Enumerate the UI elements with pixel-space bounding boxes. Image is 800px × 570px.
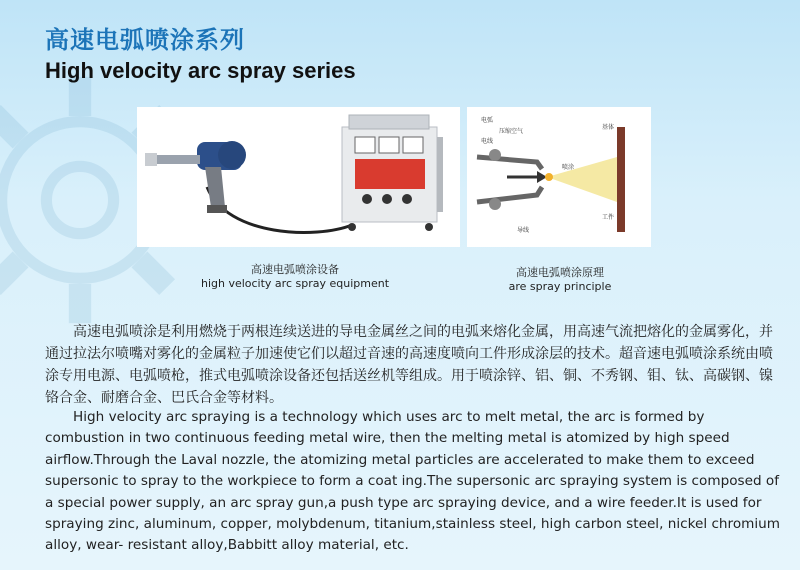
diagram-label-base: 基体 — [602, 124, 615, 131]
description-chinese — [45, 321, 780, 409]
principle-caption-en: are spray principle — [508, 280, 612, 293]
equipment-caption-en: high velocity arc spray equipment — [200, 277, 390, 290]
diagram-label-arc: 电弧 — [481, 117, 494, 124]
diagram-label-compressed-air: 压缩空气 — [499, 128, 524, 135]
principle-caption — [480, 266, 640, 294]
equipment-illustration — [137, 107, 460, 247]
equipment-caption-cn: 高速电弧喷涂设备 — [251, 263, 339, 276]
description-english — [45, 407, 785, 557]
spray-principle-diagram — [467, 107, 651, 247]
diagram-label-spray: 喷涂 — [562, 164, 575, 171]
power-supply-cabinet-icon — [342, 115, 443, 231]
spray-gun-icon — [145, 141, 246, 213]
principle-caption-cn: 高速电弧喷涂原理 — [516, 266, 604, 279]
page-title-chinese: 高速电弧喷涂系列 — [45, 26, 245, 54]
equipment-photo — [137, 107, 460, 247]
description-chinese-text: 高速电弧喷涂是利用燃烧于两根连续送进的导电金属丝之间的电弧来熔化金属，用高速气流把熔化的金属雾化，并通过拉法尔喷嘴对雾化的金属粒子加速使它们以超过音速的高速度喷向工件形成涂层的技术。超音速电弧喷涂系统由喷涂专用电源、电弧喷枪，推式电弧喷涂设备还包括送丝机等组成。用于喷涂锌、铝、铜、不秀钢、钼、钛、高碳钢、镍铬合金、耐磨合金、巴氏合金等材料。 — [45, 324, 773, 406]
diagram-label-workpiece: 工件 — [602, 214, 615, 221]
diagram-label-wire: 电线 — [481, 138, 494, 145]
principle-illustration — [467, 107, 651, 247]
diagram-label-lead: 导线 — [517, 227, 530, 234]
description-english-text: High velocity arc spraying is a technology which uses arc to melt metal, the arc is formed by combustion in two continuous feeding metal wire, then the melting metal is atomized by high speed airflow.Through the Laval nozzle, the atomizing metal particles are accelerated to make them to exceed supersonic to spray to the workpiece to form a coat ing.The supersonic arc spraying system is composed of a special power supply, an arc spray gun,a push type arc spraying device, and a wire feeder.It is used for spraying zinc, aluminum, copper, molybdenum, titanium,stainless steel, high carbon steel, nickel chromium alloy, wear- resistant alloy,Babbitt alloy material, etc. — [45, 409, 781, 554]
equipment-caption — [170, 263, 420, 291]
page-title-english: High velocity arc spray series — [45, 58, 356, 83]
